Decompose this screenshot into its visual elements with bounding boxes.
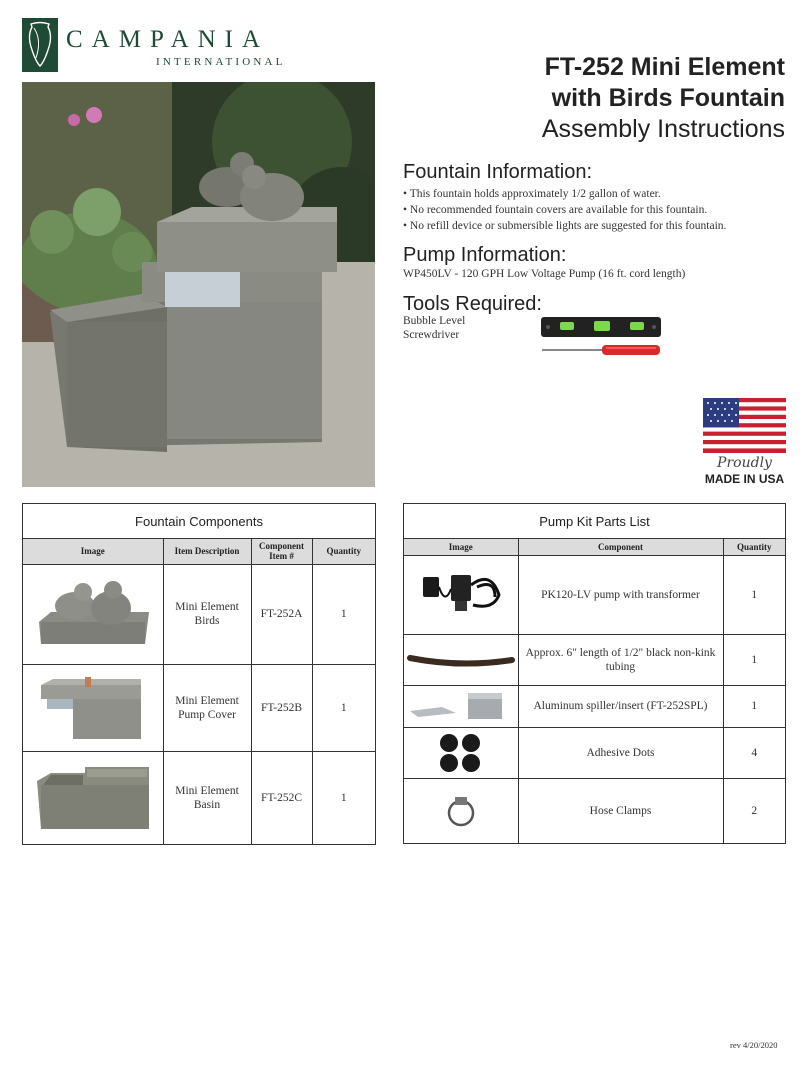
component-cell: Approx. 6" length of 1/2" black non-kink tubing: [518, 634, 723, 685]
title-line-2: with Birds Fountain: [551, 84, 785, 112]
tubing-image: [404, 634, 518, 685]
description-cell: Mini Element Birds: [163, 564, 251, 664]
brand-name: CAMPANIA: [66, 26, 270, 53]
made-in-usa-label: MADE IN USA: [704, 472, 785, 486]
tool-item-bubble-level: Bubble Level: [403, 315, 466, 327]
table-row: [23, 664, 375, 751]
column-header-image: Image: [404, 539, 518, 555]
component-cell: Hose Clamps: [518, 778, 723, 843]
component-cell: Aluminum spiller/insert (FT-252SPL): [518, 685, 723, 727]
description-cell: Mini Element Basin: [163, 751, 251, 844]
fountain-info-list: [403, 186, 793, 234]
fountain-info-item: • This fountain holds approximately 1/2 gallon of water.: [403, 186, 793, 202]
revision-date: rev 4/20/2020: [730, 1040, 778, 1050]
fountain-info-item: • No recommended fountain covers are available for this fountain.: [403, 202, 793, 218]
table-row: [404, 685, 785, 727]
quantity-cell: 1: [723, 634, 785, 685]
column-header-component: Component: [518, 539, 723, 555]
adhesive-dots-image: [404, 727, 518, 778]
column-header-description: Item Description: [163, 539, 251, 564]
spiller-insert-image: [404, 685, 518, 727]
quantity-cell: 4: [723, 727, 785, 778]
fountain-information-section: [403, 160, 793, 234]
birds-image: [23, 564, 163, 664]
table-row: [23, 751, 375, 844]
screwdriver-icon: [542, 342, 662, 358]
document-title: [425, 52, 785, 145]
fountain-info-item: • No refill device or submersible lights are suggested for this fountain.: [403, 218, 793, 234]
quantity-cell: 1: [312, 564, 375, 664]
hose-clamp-icon: [404, 778, 518, 843]
pump-kit-table: [403, 503, 786, 844]
usa-flag-icon: [703, 398, 786, 453]
urn-logo-icon: [22, 18, 58, 72]
table-row: [23, 564, 375, 664]
quantity-cell: 1: [312, 664, 375, 751]
pump-kit-title: Pump Kit Parts List: [404, 504, 785, 539]
tools-heading: Tools Required:: [403, 293, 542, 315]
table-row: [404, 634, 785, 685]
column-header-image: Image: [23, 539, 163, 564]
proudly-script: Proudly: [717, 455, 772, 471]
column-header-item-number: Component Item #: [251, 539, 312, 564]
description-cell: Mini Element Pump Cover: [163, 664, 251, 751]
brand-logo: [22, 18, 312, 74]
pump-info-text: WP450LV - 120 GPH Low Voltage Pump (16 ft. cord length): [403, 268, 686, 280]
fountain-components-title: Fountain Components: [23, 504, 375, 539]
tool-item-screwdriver: Screwdriver: [403, 329, 460, 341]
title-line-1: FT-252 Mini Element: [544, 53, 785, 81]
fountain-hero-photo: [22, 82, 375, 487]
pump-cover-image: [23, 664, 163, 751]
bubble-level-icon: [540, 314, 662, 340]
brand-subname: INTERNATIONAL: [156, 56, 286, 68]
item-number-cell: FT-252B: [251, 664, 312, 751]
document-subtitle: Assembly Instructions: [541, 115, 785, 143]
table-row: [404, 555, 785, 634]
column-header-quantity: Quantity: [723, 539, 785, 555]
pump-info-heading: Pump Information:: [403, 244, 567, 266]
component-cell: PK120-LV pump with transformer: [518, 555, 723, 634]
quantity-cell: 1: [312, 751, 375, 844]
table-row: [404, 778, 785, 843]
fountain-components-table: [22, 503, 376, 845]
pump-transformer-image: [404, 555, 518, 634]
column-header-quantity: Quantity: [312, 539, 375, 564]
fountain-info-heading: Fountain Information:: [403, 161, 592, 183]
quantity-cell: 2: [723, 778, 785, 843]
quantity-cell: 1: [723, 685, 785, 727]
component-cell: Adhesive Dots: [518, 727, 723, 778]
table-row: [404, 727, 785, 778]
quantity-cell: 1: [723, 555, 785, 634]
basin-image: [23, 751, 163, 844]
item-number-cell: FT-252C: [251, 751, 312, 844]
item-number-cell: FT-252A: [251, 564, 312, 664]
